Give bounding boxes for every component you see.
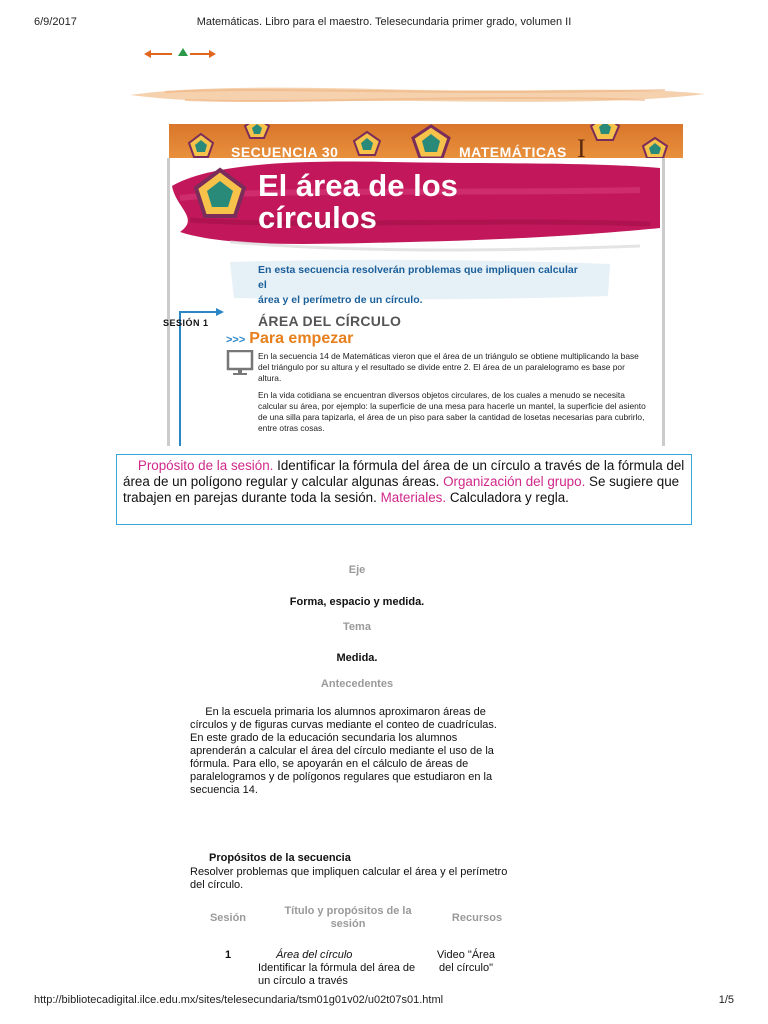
- row-title: Área del círculo: [276, 949, 353, 961]
- topic-label: Tema: [343, 621, 371, 633]
- purpose-text: Identificar la fórmula del área de un círculo a través de la fórmula del área de un polígono regular y calcular algunas áreas.: [123, 458, 685, 489]
- volume-numeral: I: [577, 134, 586, 158]
- pentagon-icon: [413, 126, 449, 158]
- sequence-banner: [169, 124, 683, 158]
- table-header-title: Título y propósitos de la sesión: [284, 905, 412, 930]
- page-number: 1/5: [718, 994, 734, 1006]
- arrow-right-icon[interactable]: [190, 50, 216, 58]
- axis-label: Eje: [348, 564, 366, 576]
- row-session-number: 1: [224, 949, 232, 961]
- pentagon-icon: [591, 124, 619, 140]
- start-heading: >>> Para empezar: [226, 330, 354, 347]
- print-title: Matemáticas. Libro para el maestro. Telesecundaria primer grado, volumen II: [196, 16, 572, 28]
- subject-label: MATEMÁTICAS: [459, 144, 567, 158]
- organization-label: Organización del grupo.: [443, 474, 586, 489]
- pentagon-icon: [643, 138, 667, 158]
- purpose-label: Propósito de la sesión.: [137, 458, 274, 473]
- materials-text: Calculadora y regla.: [446, 490, 569, 505]
- sequence-label: SECUENCIA 30: [231, 144, 339, 158]
- background-text: En la escuela primaria los alumnos aproximaron áreas de círculos y de figuras curvas mediante el conteo de cuadrículas. En este grado de la educación secundaria los alumnos aprenderán a calcular el área del círculo mediante el uso de la fórmula. Para ello, se apoyarán en el cálculo de áreas de paralelogramos y de polígonos regulares que estudiaron en la secuencia 14.: [190, 706, 497, 796]
- arrow-up-icon[interactable]: [178, 48, 188, 56]
- pentagon-icon: [354, 132, 380, 155]
- background-label: Antecedentes: [320, 678, 394, 690]
- chapter-title: El área de los círculos: [258, 168, 458, 235]
- session-title: ÁREA DEL CÍRCULO: [258, 313, 402, 329]
- row-title-cell: [258, 949, 418, 988]
- sequence-purposes-text: Resolver problemas que impliquen calcular el área y el perímetro del círculo.: [190, 866, 508, 891]
- arrow-left-icon[interactable]: [144, 50, 172, 58]
- monitor-icon: [226, 350, 256, 376]
- table-header-resources: Recursos: [451, 912, 503, 924]
- organization-text: Se sugiere que trabajen en parejas durante toda la sesión.: [123, 474, 680, 505]
- axis-value: Forma, espacio y medida.: [289, 596, 425, 608]
- materials-label: Materiales.: [380, 490, 447, 505]
- pentagon-icon: [189, 134, 213, 157]
- topic-value: Medida.: [336, 652, 378, 664]
- row-purpose: Identificar la fórmula del área de un círculo a través: [258, 962, 416, 987]
- paragraph-1: En la secuencia 14 de Matemáticas vieron que el área de un triángulo se obtiene multiplicando la base del triángulo por su altura y el resultado se divide entre 2. El área de un paralelogramo es base por altura.: [258, 351, 639, 383]
- session-label: SESIÓN 1: [163, 318, 209, 328]
- row-resource: Video "Área del círculo": [436, 949, 496, 974]
- print-date: 6/9/2017: [34, 16, 77, 28]
- paragraph-2: En la vida cotidiana se encuentran diversos objetos circulares, de los cuales a menudo se necesita calcular su área, por ejemplo: la superficie de una mesa para hacerle un mantel, la superficie del asiento de una silla para tapizarla, el área de un piso para saber la cantidad de losetas necesarias para cubrirlo, entre otras cosas.: [258, 390, 646, 433]
- session-purpose-box: [116, 454, 692, 525]
- decorative-brush-stroke: [125, 80, 710, 110]
- sequence-purposes-heading: Propósitos de la secuencia: [209, 852, 351, 864]
- page-url: http://bibliotecadigital.ilce.edu.mx/sites/telesecundaria/tsm01g01v02/u02t07s01.html: [34, 994, 444, 1006]
- table-header-session: Sesión: [209, 912, 247, 924]
- sequence-intro: En esta secuencia resolverán problemas que impliquen calcular el área y el perímetro de un círculo.: [258, 264, 578, 306]
- navigation-arrows[interactable]: [144, 46, 216, 62]
- book-page-scan: [163, 158, 665, 446]
- pentagon-icon: [245, 124, 269, 138]
